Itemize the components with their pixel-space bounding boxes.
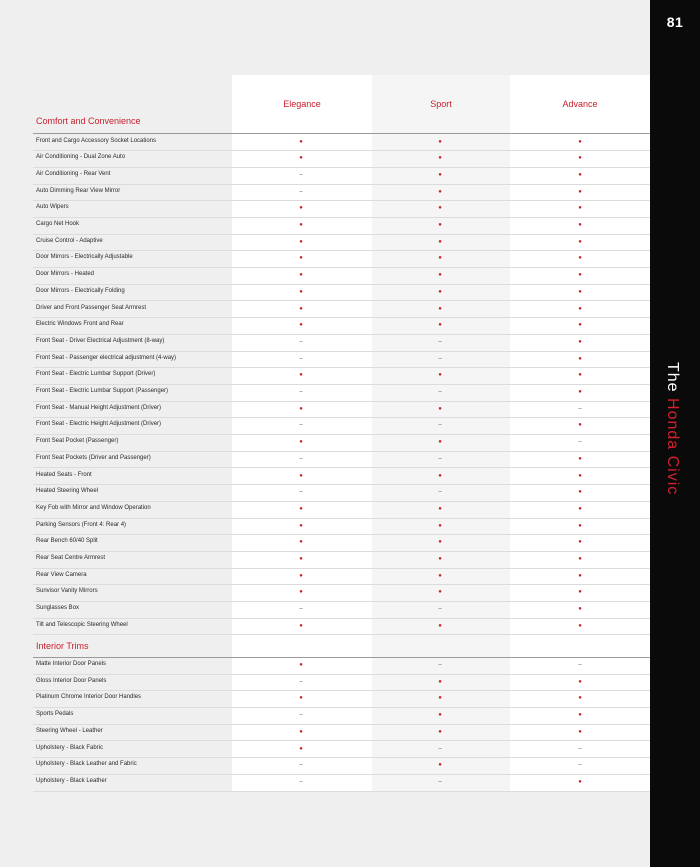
table-row [33, 658, 650, 675]
side-title-word1: The [664, 362, 681, 393]
standard-dot-icon: ● [438, 372, 442, 379]
standard-dot-icon: ● [438, 622, 442, 629]
standard-dot-icon: ● [299, 728, 303, 735]
standard-dot-icon: ● [299, 288, 303, 295]
standard-dot-icon: ● [578, 695, 582, 702]
standard-dot-icon: ● [299, 222, 303, 228]
table-row [33, 418, 650, 435]
table-row [33, 535, 650, 552]
table-row [33, 201, 650, 218]
standard-dot-icon: ● [578, 288, 582, 295]
table-row [33, 519, 650, 536]
standard-dot-icon: ● [438, 288, 442, 295]
standard-dot-icon: ● [299, 589, 303, 596]
feature-label: Front and Cargo Accessory Socket Locations [36, 137, 157, 144]
feature-label: Heated Steering Wheel [36, 488, 99, 495]
feature-label: Rear Bench 60/40 Split [36, 538, 98, 545]
column-header-sport: Sport [430, 99, 452, 109]
table-row [33, 742, 650, 759]
standard-dot-icon: ● [578, 556, 582, 562]
standard-dot-icon: ● [578, 305, 582, 312]
standard-dot-icon: ● [438, 522, 442, 529]
standard-dot-icon: ● [578, 255, 582, 262]
standard-dot-icon: ● [438, 572, 442, 579]
feature-label: Sunvisor Vanity Mirrors [36, 588, 98, 595]
standard-dot-icon: ● [578, 155, 582, 162]
not-available-dash: – [578, 745, 582, 752]
standard-dot-icon: ● [438, 255, 442, 262]
standard-dot-icon: ● [438, 439, 442, 446]
table-row [33, 251, 650, 268]
not-available-dash: – [438, 778, 442, 785]
not-available-dash: – [438, 489, 442, 496]
standard-dot-icon: ● [578, 728, 582, 735]
table-row [33, 285, 650, 302]
standard-dot-icon: ● [578, 606, 582, 613]
standard-dot-icon: ● [578, 539, 582, 546]
standard-dot-icon: ● [438, 138, 442, 145]
column-header-elegance: Elegance [283, 99, 321, 109]
standard-dot-icon: ● [578, 222, 582, 228]
feature-label: Auto Dimming Rear View Mirror [36, 187, 121, 194]
table-row [33, 775, 650, 792]
standard-dot-icon: ● [299, 205, 303, 212]
feature-label: Upholstery - Black Leather and Fabric [36, 761, 137, 768]
feature-label: Auto Wipers [36, 204, 69, 211]
feature-label: Front Seat Pockets (Driver and Passenger) [36, 454, 151, 461]
standard-dot-icon: ● [578, 238, 582, 245]
table-row [33, 452, 650, 469]
standard-dot-icon: ● [438, 505, 442, 512]
standard-dot-icon: ● [299, 556, 303, 562]
not-available-dash: – [438, 662, 442, 668]
standard-dot-icon: ● [578, 188, 582, 195]
table-row [33, 185, 650, 202]
standard-dot-icon: ● [578, 272, 582, 279]
feature-label: Air Conditioning - Rear Vent [36, 170, 111, 177]
standard-dot-icon: ● [299, 238, 303, 245]
standard-dot-icon: ● [299, 539, 303, 546]
standard-dot-icon: ● [299, 662, 303, 668]
feature-label: Front Seat Pocket (Passenger) [36, 438, 119, 445]
table-row [33, 268, 650, 285]
table-row [33, 691, 650, 708]
table-row [33, 569, 650, 586]
feature-label: Upholstery - Black Leather [36, 777, 107, 784]
standard-dot-icon: ● [438, 222, 442, 228]
standard-dot-icon: ● [578, 355, 582, 362]
standard-dot-icon: ● [578, 489, 582, 496]
table-row [33, 758, 650, 775]
table-row [33, 368, 650, 385]
table-row [33, 168, 650, 185]
table-row [33, 218, 650, 235]
standard-dot-icon: ● [438, 472, 442, 479]
standard-dot-icon: ● [438, 695, 442, 702]
standard-dot-icon: ● [578, 589, 582, 596]
feature-label: Air Conditioning - Dual Zone Auto [36, 154, 126, 161]
standard-dot-icon: ● [299, 622, 303, 629]
feature-label: Door Mirrors - Electrically Folding [36, 287, 125, 294]
feature-label: Matte Interior Door Panels [36, 661, 107, 667]
standard-dot-icon: ● [438, 205, 442, 212]
not-available-dash: – [299, 678, 303, 685]
not-available-dash: – [299, 762, 303, 769]
standard-dot-icon: ● [438, 728, 442, 735]
feature-label: Door Mirrors - Electrically Adjustable [36, 254, 133, 261]
not-available-dash: – [438, 745, 442, 752]
standard-dot-icon: ● [438, 171, 442, 178]
not-available-dash: – [299, 778, 303, 785]
standard-dot-icon: ● [438, 589, 442, 596]
not-available-dash: – [299, 712, 303, 719]
standard-dot-icon: ● [438, 238, 442, 245]
page-number: 81 [666, 14, 684, 30]
standard-dot-icon: ● [578, 372, 582, 379]
table-row [33, 302, 650, 319]
standard-dot-icon: ● [578, 138, 582, 145]
standard-dot-icon: ● [578, 422, 582, 429]
standard-dot-icon: ● [578, 778, 582, 785]
standard-dot-icon: ● [578, 171, 582, 178]
standard-dot-icon: ● [578, 712, 582, 719]
side-title-word2: Honda Civic [664, 398, 681, 496]
table-row [33, 619, 650, 636]
feature-label: Electric Windows Front and Rear [36, 321, 124, 328]
standard-dot-icon: ● [438, 556, 442, 562]
feature-label: Front Seat - Manual Height Adjustment (Driver) [36, 404, 162, 411]
standard-dot-icon: ● [578, 622, 582, 629]
standard-dot-icon: ● [299, 272, 303, 279]
standard-dot-icon: ● [438, 155, 442, 162]
not-available-dash: – [578, 405, 582, 412]
not-available-dash: – [299, 422, 303, 429]
not-available-dash: – [299, 338, 303, 345]
column-header-advance: Advance [562, 99, 598, 109]
table-row [33, 235, 650, 252]
feature-label: Upholstery - Black Fabric [36, 744, 104, 751]
feature-label: Cargo Net Hook [36, 221, 80, 227]
standard-dot-icon: ● [578, 678, 582, 685]
not-available-dash: – [299, 389, 303, 395]
feature-label: Tilt and Telescopic Steering Wheel [36, 621, 128, 628]
not-available-dash: – [578, 439, 582, 446]
table-row [33, 708, 650, 725]
table-row [33, 675, 650, 692]
standard-dot-icon: ● [438, 539, 442, 546]
feature-label: Steering Wheel - Leather [36, 727, 103, 734]
not-available-dash: – [299, 606, 303, 613]
not-available-dash: – [438, 338, 442, 345]
feature-label: Heated Seats - Front [36, 471, 92, 478]
not-available-dash: – [299, 171, 303, 178]
standard-dot-icon: ● [438, 762, 442, 769]
standard-dot-icon: ● [438, 678, 442, 685]
standard-dot-icon: ● [578, 572, 582, 579]
table-row [33, 469, 650, 486]
not-available-dash: – [438, 355, 442, 362]
standard-dot-icon: ● [299, 322, 303, 329]
table-row [33, 485, 650, 502]
standard-dot-icon: ● [299, 472, 303, 479]
not-available-dash: – [299, 489, 303, 496]
standard-dot-icon: ● [299, 255, 303, 262]
standard-dot-icon: ● [299, 522, 303, 529]
not-available-dash: – [299, 355, 303, 362]
table-row [33, 135, 650, 152]
feature-label: Key Fob with Mirror and Window Operation [36, 504, 151, 511]
feature-label: Parking Sensors (Front 4: Rear 4) [36, 521, 127, 528]
feature-label: Cruise Control - Adaptive [36, 237, 103, 244]
table-row [33, 151, 650, 168]
standard-dot-icon: ● [299, 745, 303, 752]
standard-dot-icon: ● [578, 505, 582, 512]
standard-dot-icon: ● [438, 272, 442, 279]
standard-dot-icon: ● [578, 322, 582, 329]
feature-label: Gloss Interior Door Panels [36, 677, 107, 684]
table-row [33, 502, 650, 519]
standard-dot-icon: ● [578, 389, 582, 395]
not-available-dash: – [438, 455, 442, 462]
table-row [33, 602, 650, 619]
table-row [33, 352, 650, 369]
standard-dot-icon: ● [299, 372, 303, 379]
not-available-dash: – [438, 606, 442, 613]
table-row [33, 385, 650, 402]
feature-label: Front Seat - Electric Lumbar Support (Driver) [36, 371, 156, 378]
feature-label: Platinum Chrome Interior Door Handles [36, 694, 142, 701]
standard-dot-icon: ● [299, 695, 303, 702]
table-row [33, 725, 650, 742]
standard-dot-icon: ● [299, 405, 303, 412]
standard-dot-icon: ● [299, 305, 303, 312]
standard-dot-icon: ● [299, 155, 303, 162]
standard-dot-icon: ● [578, 205, 582, 212]
not-available-dash: – [299, 188, 303, 195]
not-available-dash: – [299, 455, 303, 462]
table-row [33, 335, 650, 352]
not-available-dash: – [438, 422, 442, 429]
table-row [33, 585, 650, 602]
feature-label: Sunglasses Box [36, 605, 80, 612]
standard-dot-icon: ● [299, 572, 303, 579]
feature-label: Driver and Front Passenger Seat Armrest [36, 304, 147, 311]
standard-dot-icon: ● [438, 405, 442, 412]
standard-dot-icon: ● [299, 505, 303, 512]
table-row [33, 402, 650, 419]
standard-dot-icon: ● [578, 455, 582, 462]
not-available-dash: – [578, 762, 582, 769]
feature-label: Rear Seat Centre Armrest [36, 555, 106, 561]
table-row [33, 552, 650, 569]
standard-dot-icon: ● [438, 322, 442, 329]
not-available-dash: – [438, 389, 442, 395]
not-available-dash: – [578, 662, 582, 668]
table-row [33, 435, 650, 452]
feature-label: Front Seat - Electric Lumbar Support (Passenger) [36, 388, 169, 394]
feature-label: Door Mirrors - Heated [36, 271, 95, 278]
feature-label: Front Seat - Electric Height Adjustment (Driver) [36, 421, 162, 428]
feature-label: Sports Pedals [36, 711, 74, 718]
standard-dot-icon: ● [578, 522, 582, 529]
section-title-interior-trims: Interior Trims [36, 641, 89, 651]
standard-dot-icon: ● [438, 305, 442, 312]
standard-dot-icon: ● [299, 138, 303, 145]
feature-label: Front Seat - Passenger electrical adjustment (4-way) [36, 354, 177, 361]
standard-dot-icon: ● [578, 472, 582, 479]
feature-label: Front Seat - Driver Electrical Adjustment (8-way) [36, 337, 165, 344]
section-title-comfort: Comfort and Convenience [36, 116, 141, 126]
standard-dot-icon: ● [438, 188, 442, 195]
standard-dot-icon: ● [578, 338, 582, 345]
side-title [663, 362, 681, 495]
table-row [33, 318, 650, 335]
standard-dot-icon: ● [299, 439, 303, 446]
feature-label: Rear View Camera [36, 571, 87, 578]
standard-dot-icon: ● [438, 712, 442, 719]
